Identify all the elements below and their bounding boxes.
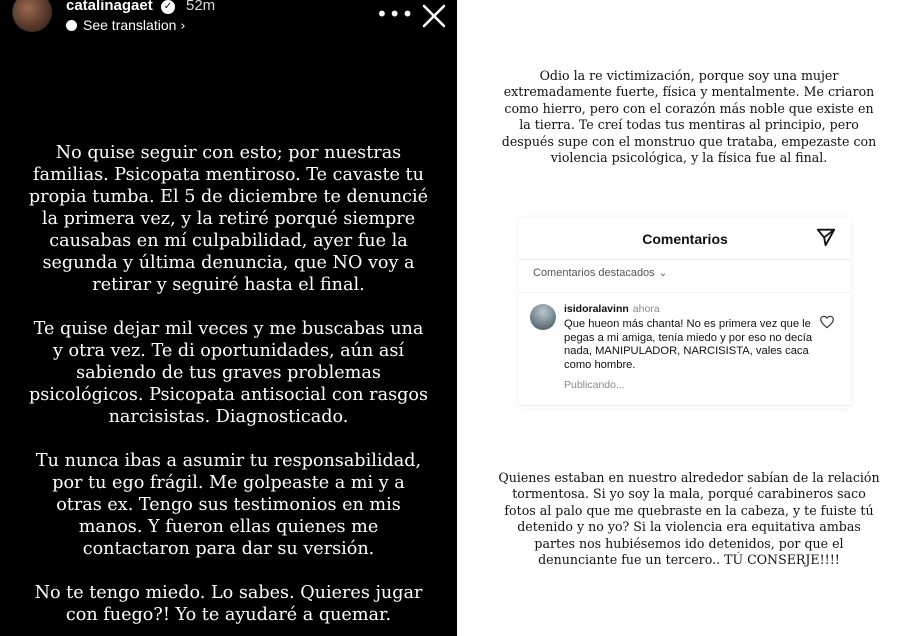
story-paragraph: Tu nunca ibas a asumir tu responsabilidad, por tu ego frágil. Me golpeaste a mi y a otras ex. Tengo sus testimonios en mis manos. Y fueron ellas quienes me contactaron para dar su versión. [35,451,422,559]
more-icon[interactable]: ••• [376,2,415,26]
see-translation-label: See translation [83,17,177,33]
comments-card [519,218,851,408]
avatar[interactable] [12,0,52,32]
comment-text: Que hueon más chanta! No es primera vez que le pegas a mi amiga, tenía miedo y por eso no decía nada, MANIPULADOR, NARCISISTA, vales caca como hombre. [564,318,813,371]
divider [519,292,851,293]
right-bottom-text: Quienes estaban en nuestro alrededor sabían de la relación tormentosa. Si yo soy la mala, porqué carabineros saco fotos al palo que me quebraste en la cabeza, y te fuiste tú detenido y no yo? Si la violencia era equitativa ambas partes nos hubiésemos ido detenidos, por que el denunciante fue un tercero.. TÚ CONSERJE!!!! [498,470,880,568]
story-header [0,0,457,40]
chevron-down-icon: ⌄ [658,268,668,279]
verified-badge-icon: ✓ [161,0,175,14]
send-icon[interactable] [815,226,837,248]
commenter-avatar[interactable] [530,304,556,330]
translate-icon [66,20,77,31]
divider [519,405,851,406]
story-paragraph: No te tengo miedo. Lo sabes. Quieres jugar con fuego?! Yo te ayudaré a quemar. [34,583,423,625]
divider [519,259,851,260]
username[interactable]: catalinagaet [66,0,153,14]
right-top-text: Odio la re victimización, porque soy una mujer extremadamente fuerte, física y mentalmente. Me criaron como hierro, pero con el corazón más noble que existe en la tierra. Te creí todas tus mentiras al principio, pero después supe con el monstruo que trataba, empezaste con violencia psicológica, y la física fue al final. [501,68,877,166]
close-icon[interactable] [420,2,448,30]
story-time: 52m [186,0,216,14]
featured-comments-dropdown[interactable] [533,267,667,279]
commenter-username[interactable]: isidoralavinn [564,303,629,315]
left-story-text [28,142,429,636]
story-paragraph: No quise seguir con esto; por nuestras familias. Psicopata mentiroso. Te cavaste tu propia tumba. El 5 de diciembre te denuncié la primera vez, y la retiré porqué siempre causabas en mí culpabilidad, ayer fue la segunda y última denuncia, que NO voy a retirar y seguiré hasta el final. [28,143,429,295]
featured-comments-label: Comentarios destacados [533,267,655,279]
story-paragraph: Te quise dejar mil veces y me buscabas una y otra vez. Te di oportunidades, aún así sabiendo de tus graves problemas psicológicos. Psicopata antisocial con rasgos narcisistas. Diagnosticado. [28,319,428,427]
right-story-panel [457,0,921,636]
comment-header [564,303,660,315]
comments-title: Comentarios [642,231,728,247]
chevron-right-icon: › [180,19,186,34]
see-translation-button[interactable] [66,17,186,35]
heart-icon[interactable] [819,314,835,330]
comment-status: Publicando... [564,379,625,391]
comment-time: ahora [632,303,660,315]
left-story-panel [0,0,457,636]
